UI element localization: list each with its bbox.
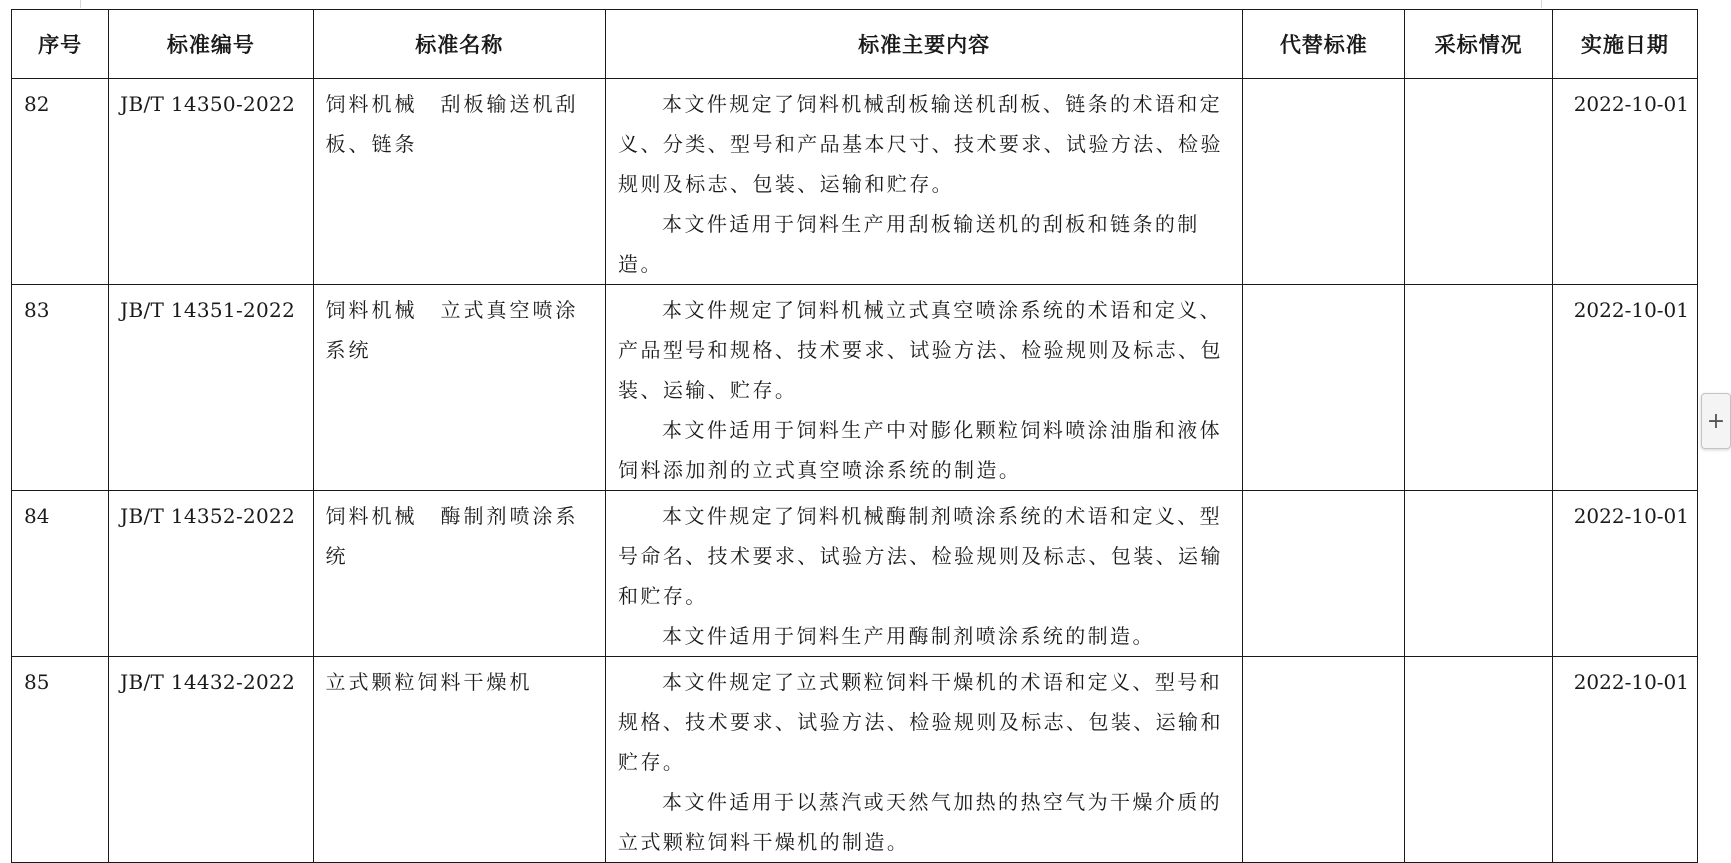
serial-no-cell: [12, 491, 109, 657]
effective-date: 2022-10-01: [1573, 92, 1689, 116]
table-row: [12, 285, 1698, 491]
standard-code-cell: [109, 285, 313, 491]
header-replaced-standard: 代替标准: [1243, 10, 1405, 79]
effective-date: 2022-10-01: [1573, 504, 1689, 528]
standard-code: JB/T 14432-2022: [120, 670, 296, 694]
adoption-status: [1405, 491, 1551, 496]
header-adoption-status: 采标情况: [1405, 10, 1552, 79]
content-paragraph: 本文件适用于饲料生产用刮板输送机的刮板和链条的制造。: [618, 212, 1200, 276]
header-standard-name: 标准名称: [313, 10, 606, 79]
table-row: [12, 79, 1698, 285]
standard-code: JB/T 14351-2022: [120, 298, 296, 322]
replaced-standard: [1243, 657, 1404, 662]
main-content-cell: [606, 491, 1243, 657]
serial-no: 82: [24, 92, 50, 116]
serial-no: 84: [24, 504, 50, 528]
content-paragraph: 本文件规定了饲料机械立式真空喷涂系统的术语和定义、产品型号和规格、技术要求、试验方法、检验规则及标志、包装、运输、贮存。: [618, 298, 1223, 402]
main-content-cell: [606, 657, 1243, 863]
standard-name-cell: [313, 285, 606, 491]
serial-no-cell: [12, 285, 109, 491]
table-row: [12, 491, 1698, 657]
table-header-row: [12, 10, 1698, 79]
adoption-status-cell: [1405, 79, 1552, 285]
effective-date-cell: [1552, 657, 1697, 863]
standard-name: 饲料机械 酶制剂喷涂系统: [325, 504, 579, 568]
header-main-content: 标准主要内容: [606, 10, 1243, 79]
standard-code-cell: [109, 491, 313, 657]
adoption-status-cell: [1405, 657, 1552, 863]
standard-name: 立式颗粒饲料干燥机: [325, 670, 533, 694]
table-row: [12, 657, 1698, 863]
standards-table: [11, 9, 1698, 863]
replaced-standard: [1243, 79, 1404, 84]
plus-icon: +: [1706, 408, 1726, 434]
header-standard-code: 标准编号: [109, 10, 313, 79]
serial-no-cell: [12, 657, 109, 863]
standard-code-cell: [109, 657, 313, 863]
effective-date-cell: [1552, 79, 1697, 285]
replaced-standard: [1243, 285, 1404, 290]
page-top-margin-rule: [80, 0, 1542, 8]
replaced-standard-cell: [1243, 79, 1405, 285]
main-content-cell: [606, 79, 1243, 285]
adoption-status: [1405, 285, 1551, 290]
serial-no: 85: [24, 670, 50, 694]
serial-no: 83: [24, 298, 50, 322]
standard-code: JB/T 14352-2022: [120, 504, 296, 528]
standard-name: 饲料机械 立式真空喷涂系统: [325, 298, 579, 362]
adoption-status: [1405, 79, 1551, 84]
serial-no-cell: [12, 79, 109, 285]
main-content-cell: [606, 285, 1243, 491]
add-row-button[interactable]: [1701, 393, 1731, 449]
header-effective-date: 实施日期: [1552, 10, 1697, 79]
standard-name: 饲料机械 刮板输送机刮板、链条: [325, 92, 579, 156]
header-serial-no: 序号: [12, 10, 109, 79]
replaced-standard-cell: [1243, 285, 1405, 491]
standard-name-cell: [313, 657, 606, 863]
content-paragraph: 本文件适用于饲料生产用酶制剂喷涂系统的制造。: [662, 624, 1155, 648]
replaced-standard: [1243, 491, 1404, 496]
standard-name-cell: [313, 79, 606, 285]
effective-date-cell: [1552, 285, 1697, 491]
replaced-standard-cell: [1243, 491, 1405, 657]
adoption-status-cell: [1405, 491, 1552, 657]
effective-date: 2022-10-01: [1573, 670, 1689, 694]
content-paragraph: 本文件规定了立式颗粒饲料干燥机的术语和定义、型号和规格、技术要求、试验方法、检验规则及标志、包装、运输和贮存。: [618, 670, 1223, 774]
content-paragraph: 本文件适用于饲料生产中对膨化颗粒饲料喷涂油脂和液体饲料添加剂的立式真空喷涂系统的制造。: [618, 418, 1223, 482]
adoption-status-cell: [1405, 285, 1552, 491]
content-paragraph: 本文件适用于以蒸汽或天然气加热的热空气为干燥介质的立式颗粒饲料干燥机的制造。: [618, 790, 1223, 854]
effective-date: 2022-10-01: [1573, 298, 1689, 322]
standard-code-cell: [109, 79, 313, 285]
effective-date-cell: [1552, 491, 1697, 657]
content-paragraph: 本文件规定了饲料机械刮板输送机刮板、链条的术语和定义、分类、型号和产品基本尺寸、技术要求、试验方法、检验规则及标志、包装、运输和贮存。: [618, 92, 1223, 196]
standard-code: JB/T 14350-2022: [120, 92, 296, 116]
standard-name-cell: [313, 491, 606, 657]
adoption-status: [1405, 657, 1551, 662]
replaced-standard-cell: [1243, 657, 1405, 863]
content-paragraph: 本文件规定了饲料机械酶制剂喷涂系统的术语和定义、型号命名、技术要求、试验方法、检验规则及标志、包装、运输和贮存。: [618, 504, 1223, 608]
